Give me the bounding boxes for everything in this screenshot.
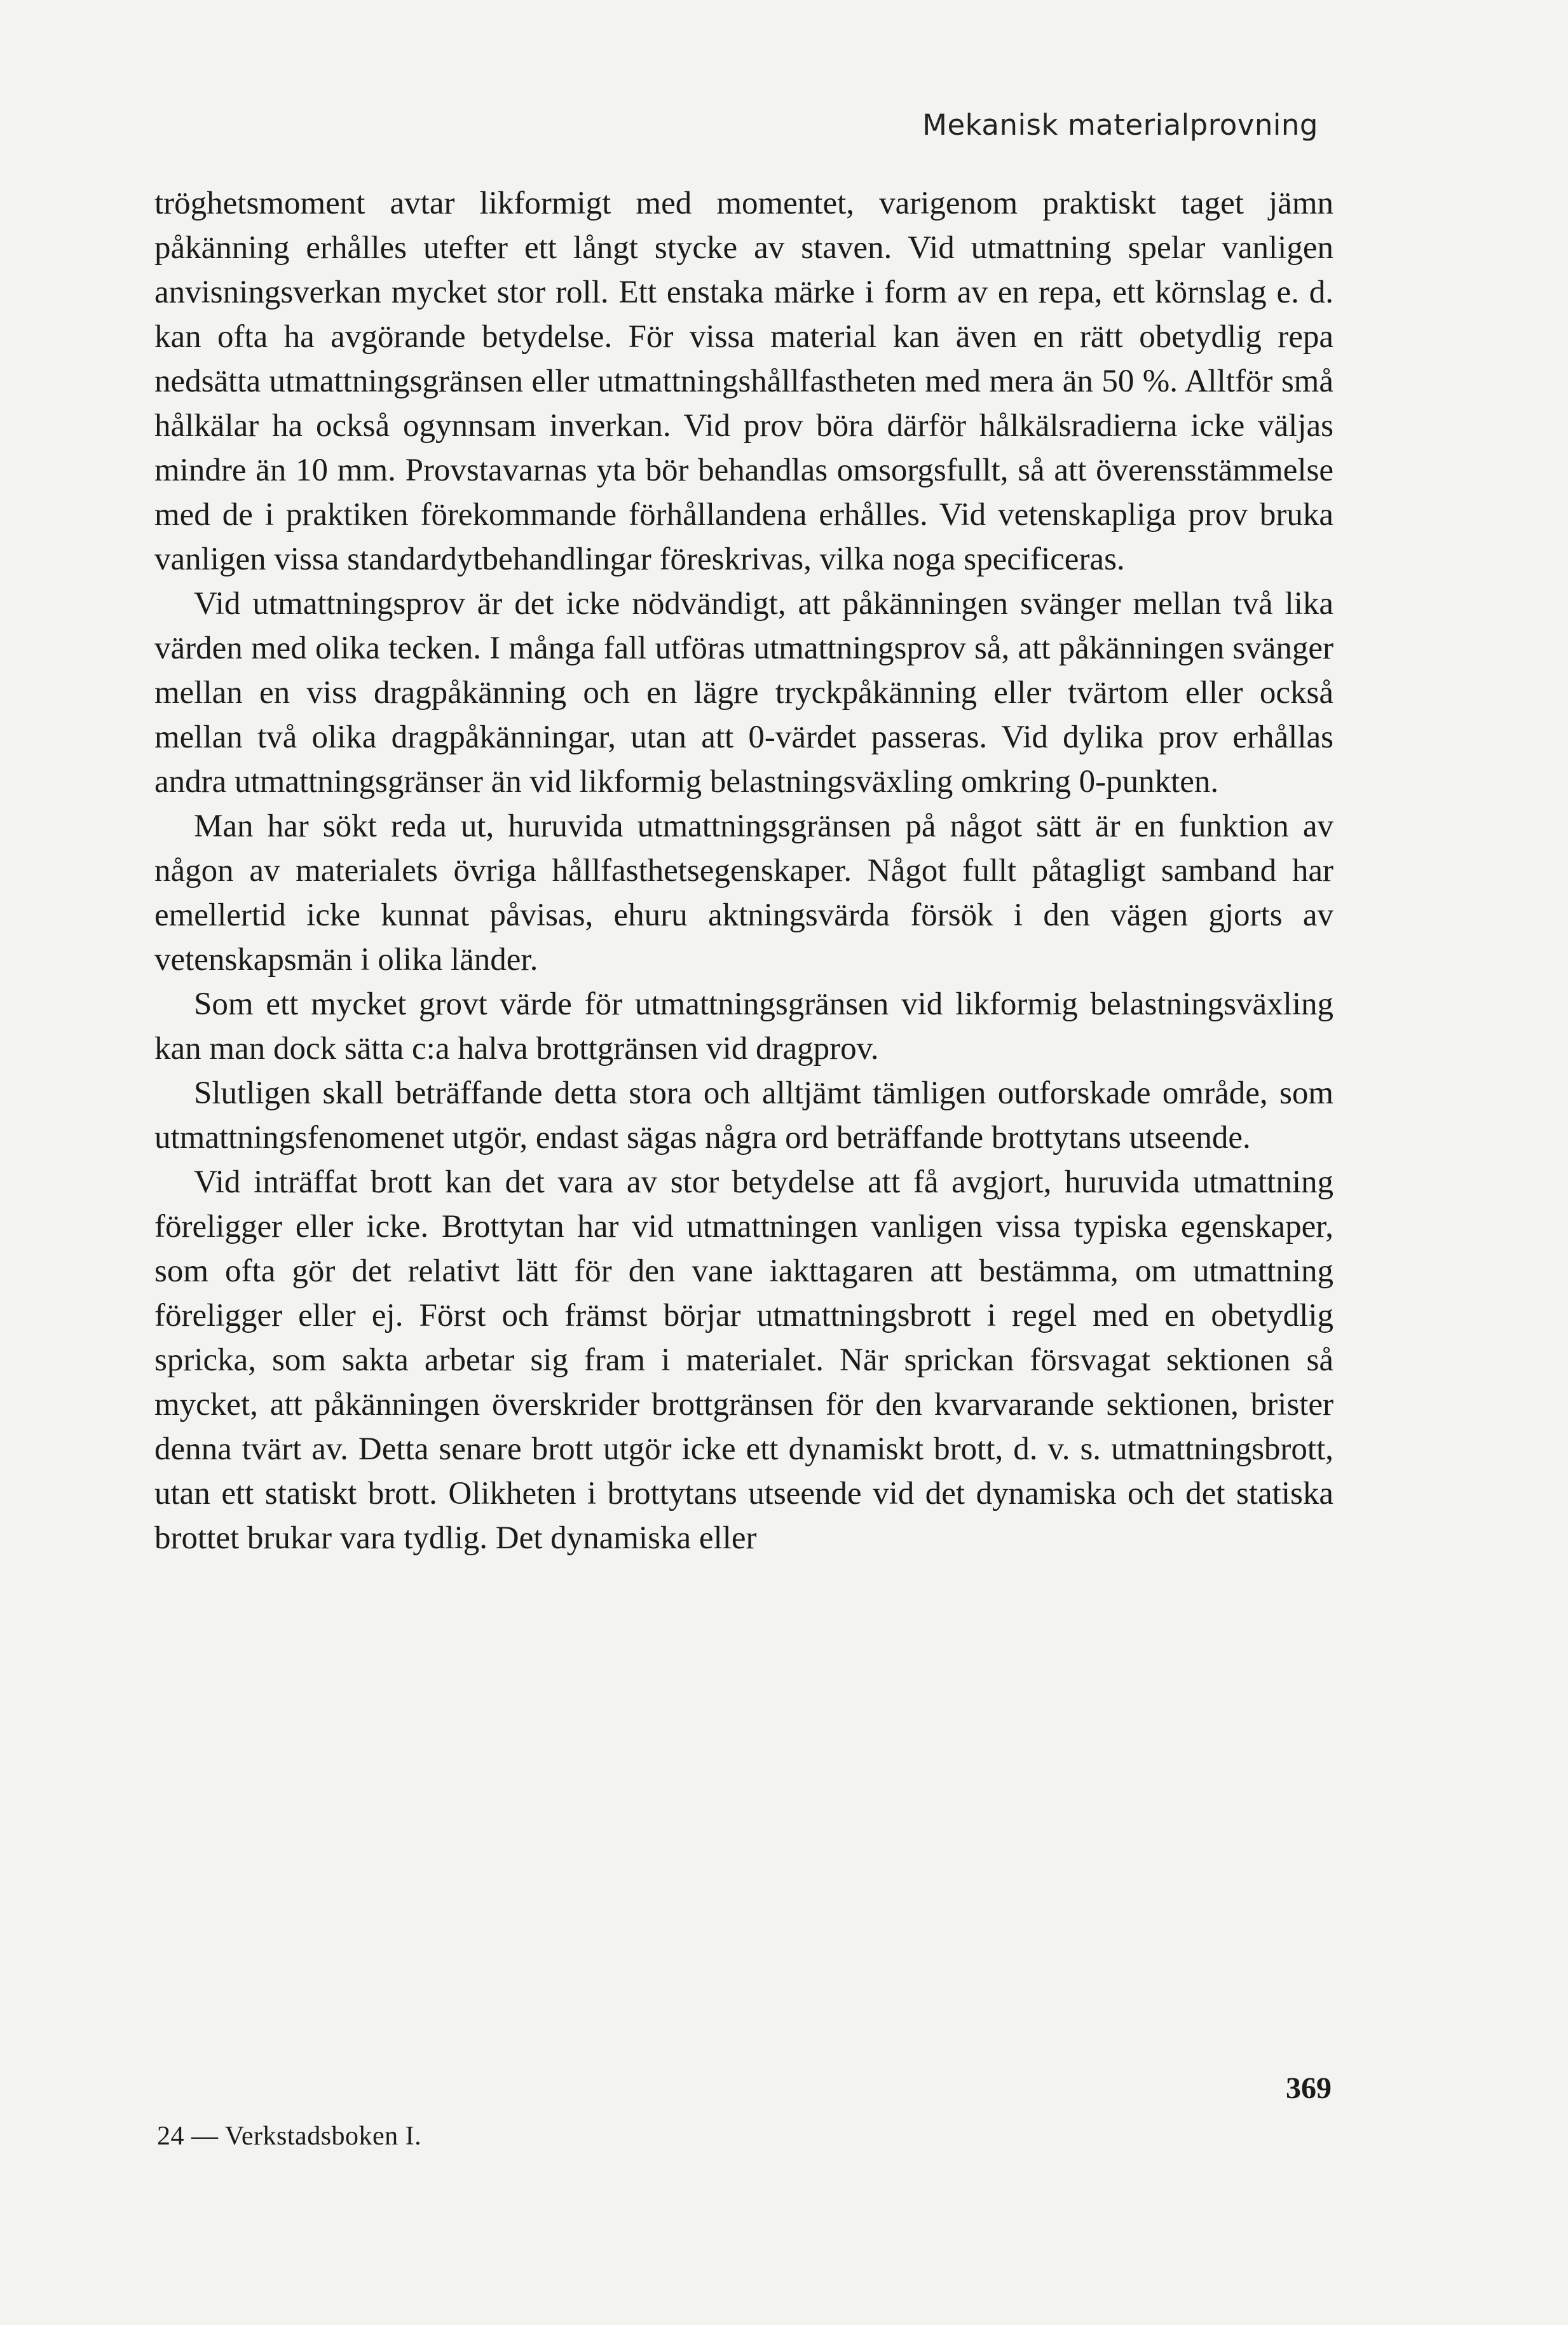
page-number: 369: [1286, 2071, 1332, 2105]
signature-mark: 24 — Verkstadsboken I.: [157, 2122, 422, 2151]
paragraph: Som ett mycket grovt värde för utmattningsgränsen vid likformig belastningsväxling kan man dock sätta c:a halva brottgränsen vid dragprov.: [154, 986, 1333, 1067]
paragraph: Slutligen skall beträffande detta stora och alltjämt tämligen outforskade område, som utmattningsfenomenet utgör, endast sägas några ord beträffande brottytans utseende.: [154, 1075, 1333, 1156]
body-text: [154, 181, 1333, 1560]
paragraph: tröghetsmoment avtar likformigt med momentet, varigenom praktiskt taget jämn påkänning erhålles utefter ett långt stycke av staven. Vid utmattning spelar vanligen anvisningsverkan mycket stor roll. Ett enstaka märke i form av en repa, ett körnslag e. d. kan ofta ha avgörande betydelse. För vissa material kan även en rätt obetydlig repa nedsätta utmattningsgränsen eller utmattningshållfastheten med mera än 50 %. Alltför små hålkälar ha också ogynnsam inverkan. Vid prov böra därför hålkälsradierna icke väljas mindre än 10 mm. Provstavarnas yta bör behandlas omsorgsfullt, så att överensstämmelse med de i praktiken förekommande förhållandena erhålles. Vid vetenskapliga prov bruka vanligen vissa standardytbehandlingar föreskrivas, vilka noga specificeras.: [154, 186, 1333, 577]
paragraph: Vid inträffat brott kan det vara av stor betydelse att få avgjort, huruvida utmattning föreligger eller icke. Brottytan har vid utmattningen vanligen vissa typiska egenskaper, som ofta gör det relativt lätt för den vane iakttagaren att bestämma, om utmattning föreligger eller ej. Först och främst börjar utmattningsbrott i regel med en obetydlig spricka, som sakta arbetar sig fram i materialet. När sprickan försvagat sektionen så mycket, att påkänningen överskrider brottgränsen för den kvarvarande sektionen, brister denna tvärt av. Detta senare brott utgör icke ett dynamiskt brott, d. v. s. utmattningsbrott, utan ett statiskt brott. Olikheten i brottytans utseende vid det dynamiska och det statiska brottet brukar vara tydlig. Det dynamiska eller: [154, 1164, 1333, 1556]
running-header: Mekanisk materialprovning: [922, 108, 1318, 142]
paragraph: Man har sökt reda ut, huruvida utmattningsgränsen på något sätt är en funktion av någon av materialets övriga hållfasthetsegenskaper. Något fullt påtagligt samband har emellertid icke kunnat påvisas, ehuru aktningsvärda försök i den vägen gjorts av vetenskapsmän i olika länder.: [154, 808, 1333, 978]
paragraph: Vid utmattningsprov är det icke nödvändigt, att påkänningen svänger mellan två lika värden med olika tecken. I många fall utföras utmattningsprov så, att påkänningen svänger mellan en viss dragpåkänning och en lägre tryckpåkänning eller tvärtom eller också mellan två olika dragpåkänningar, utan att 0-värdet passeras. Vid dylika prov erhållas andra utmattningsgränser än vid likformig belastningsväxling omkring 0-punkten.: [154, 586, 1333, 800]
